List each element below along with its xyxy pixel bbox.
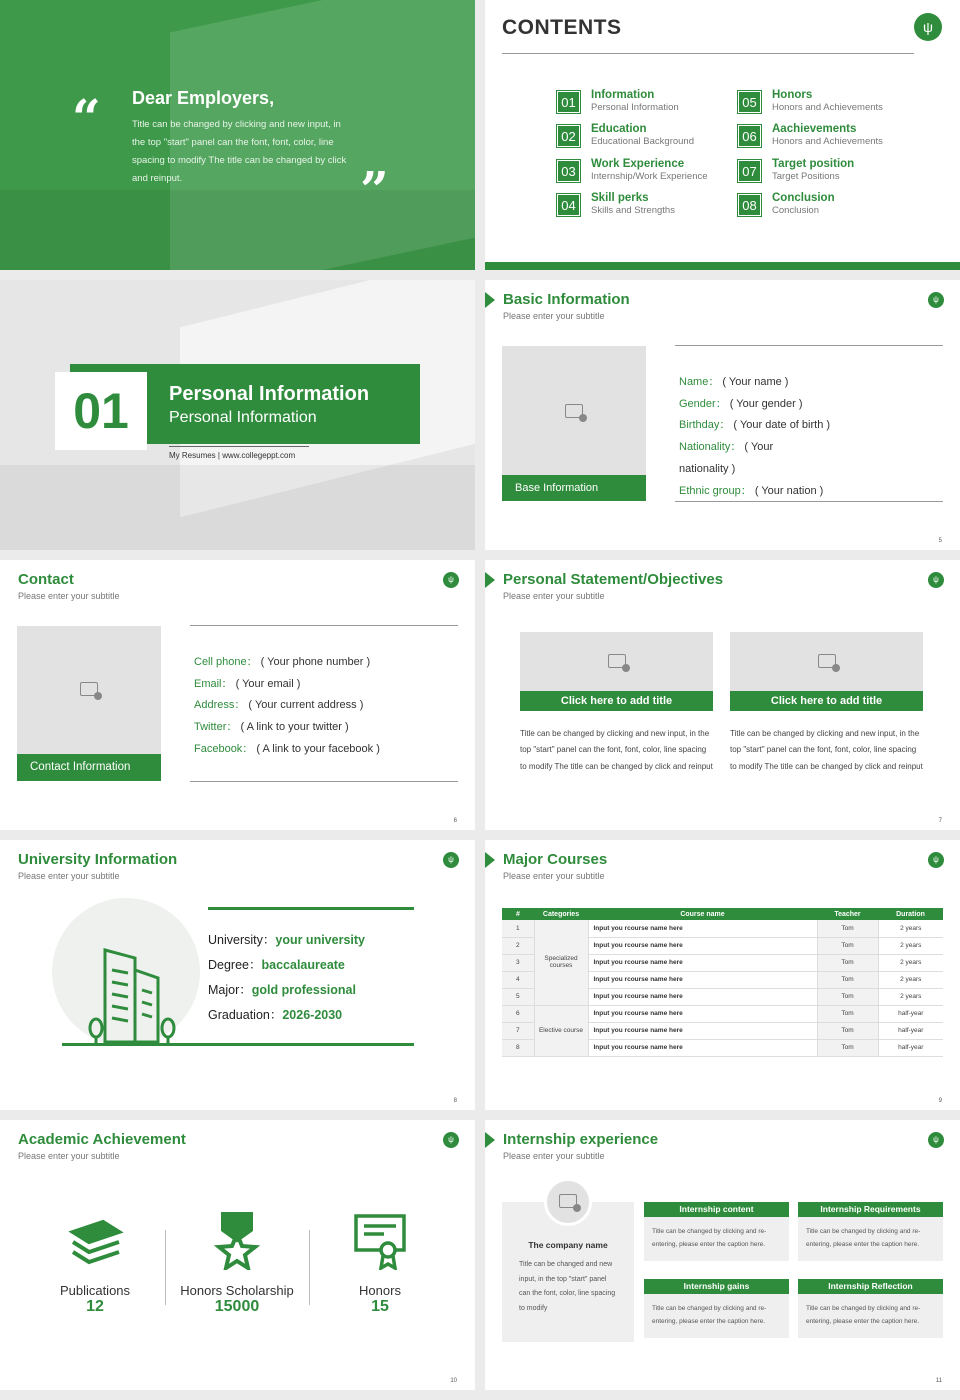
ground-backdrop xyxy=(0,190,475,270)
section-subtitle: Personal Information xyxy=(169,409,317,426)
contents-divider xyxy=(502,53,914,54)
info-value[interactable]: ( Your xyxy=(744,441,774,454)
internship-box xyxy=(798,1202,943,1261)
internship-box xyxy=(798,1279,943,1338)
slide-section-01 xyxy=(0,280,475,550)
company-name: The company name xyxy=(528,1240,608,1250)
open-quote-icon: “ xyxy=(72,88,101,147)
slide-cover-letter xyxy=(0,0,475,270)
site-credit: My Resumes | www.collegeppt.com xyxy=(169,451,296,460)
slide-title: Internship experience xyxy=(503,1131,659,1148)
info-value[interactable]: ( A link to your twitter ) xyxy=(240,721,349,734)
info-row xyxy=(679,437,939,459)
page-number: 6 xyxy=(453,818,457,824)
info-value[interactable]: ( Your nation ) xyxy=(754,484,824,497)
teacher: Tom xyxy=(817,971,878,988)
contents-item-title: Skill perks xyxy=(591,192,649,204)
title-marker xyxy=(485,852,495,868)
info-value[interactable]: nationality ) xyxy=(679,462,736,475)
info-key: Name： xyxy=(679,376,720,388)
contents-item-number: 07 xyxy=(738,160,761,182)
info-key: Twitter： xyxy=(194,721,238,734)
info-row xyxy=(194,695,458,717)
logo-icon: ψ xyxy=(443,1132,459,1148)
category-cell: Elective course xyxy=(534,1005,588,1056)
info-value[interactable]: gold professional xyxy=(251,983,356,997)
photo-caption: Base Information xyxy=(502,475,646,501)
info-value[interactable]: ( Your current address ) xyxy=(248,699,364,712)
logo-icon: ψ xyxy=(443,572,459,588)
section-title: Personal Information xyxy=(169,383,370,405)
slide-academic-achievement xyxy=(0,1120,475,1390)
info-key: University： xyxy=(208,933,276,947)
achievement-value: 12 xyxy=(86,1298,104,1315)
card-title-button[interactable]: Click here to add title xyxy=(520,691,713,711)
achievement-label: Publications xyxy=(59,1283,131,1298)
box-body: Title can be changed by clicking and re-entering, please enter the caption here. xyxy=(644,1294,789,1338)
base-rule xyxy=(62,1043,414,1046)
info-row xyxy=(194,674,458,696)
row-number: 2 xyxy=(502,937,534,954)
contents-item-subtitle: Target Positions xyxy=(772,171,840,182)
info-key: Nationality： xyxy=(679,441,742,454)
table-row xyxy=(502,1005,943,1022)
slide-subtitle: Please enter your subtitle xyxy=(503,591,605,601)
title-marker xyxy=(485,1132,495,1148)
duration: half-year xyxy=(878,1022,943,1039)
box-body: Title can be changed by clicking and re-entering, please enter the caption here. xyxy=(798,1294,943,1338)
achievement-label: Honors xyxy=(359,1283,401,1298)
slide-title: Contact xyxy=(18,571,74,588)
info-value[interactable]: 2026-2030 xyxy=(282,1008,343,1022)
contents-bottom-bar xyxy=(485,262,960,270)
course-name[interactable]: Input you rcourse name here xyxy=(588,1039,817,1056)
slide-internship xyxy=(485,1120,960,1390)
teacher: Tom xyxy=(817,1005,878,1022)
title-marker xyxy=(485,572,495,588)
duration: 2 years xyxy=(878,920,943,937)
info-key: Degree： xyxy=(208,958,262,972)
row-number: 5 xyxy=(502,988,534,1005)
section-number: 01 xyxy=(55,372,147,450)
info-value[interactable]: ( Your name ) xyxy=(722,376,789,388)
contents-item-number: 03 xyxy=(557,160,580,182)
box-header: Internship gains xyxy=(644,1279,789,1294)
info-value[interactable]: ( Your email ) xyxy=(235,677,301,690)
page-number: 11 xyxy=(935,1378,942,1384)
company-body: Title can be changed and new input, in the top "start" panel can the font, color, line spacing to modify xyxy=(519,1261,616,1312)
contents-item-title: Information xyxy=(591,89,655,101)
course-name[interactable]: Input you rcourse name here xyxy=(588,920,817,937)
photo-placeholder[interactable] xyxy=(730,632,923,692)
box-body: Title can be changed by clicking and re-entering, please enter the caption here. xyxy=(798,1217,943,1261)
teacher: Tom xyxy=(817,988,878,1005)
info-value[interactable]: ( Your phone number ) xyxy=(260,656,371,668)
certificate-icon xyxy=(350,1210,410,1270)
info-key: Major： xyxy=(208,983,252,997)
box-header: Internship Requirements xyxy=(798,1202,943,1217)
contents-item-title: Education xyxy=(591,123,647,135)
info-key: Gender： xyxy=(679,397,727,410)
course-name[interactable]: Input you rcourse name here xyxy=(588,1022,817,1039)
slide-major-courses xyxy=(485,840,960,1110)
info-row xyxy=(208,953,458,978)
contents-item-subtitle: Skills and Strengths xyxy=(591,205,675,216)
category-cell: Specialized courses xyxy=(534,920,588,1005)
info-key: Address： xyxy=(194,699,246,712)
contents-item-number: 05 xyxy=(738,91,761,113)
row-number: 8 xyxy=(502,1039,534,1056)
info-row xyxy=(679,415,939,437)
contents-title: CONTENTS xyxy=(502,16,622,39)
teacher: Tom xyxy=(817,937,878,954)
image-icon xyxy=(565,404,583,418)
info-top-rule xyxy=(675,345,943,346)
contents-item-subtitle: Honors and Achievements xyxy=(772,102,883,113)
slide-subtitle: Please enter your subtitle xyxy=(18,1151,120,1161)
box-header: Internship content xyxy=(644,1202,789,1217)
teacher: Tom xyxy=(817,1039,878,1056)
info-value[interactable]: ( Your date of birth ) xyxy=(733,419,831,432)
slide-contents xyxy=(485,0,960,270)
top-rule xyxy=(208,907,414,910)
contents-item-number: 01 xyxy=(557,91,580,113)
info-row xyxy=(679,481,939,503)
close-quote-icon: ” xyxy=(360,160,389,219)
achievement-value: 15 xyxy=(371,1298,389,1315)
greeting: Dear Employers, xyxy=(132,88,275,108)
site-divider xyxy=(169,446,309,447)
duration: 2 years xyxy=(878,988,943,1005)
course-name[interactable]: Input you rcourse name here xyxy=(588,954,817,971)
info-row xyxy=(208,978,458,1003)
slide-university xyxy=(0,840,475,1110)
info-row xyxy=(194,739,458,761)
slide-subtitle: Please enter your subtitle xyxy=(503,1151,605,1161)
duration: 2 years xyxy=(878,954,943,971)
info-bottom-rule xyxy=(675,501,943,502)
info-row xyxy=(679,372,939,394)
contents-item-number: 04 xyxy=(557,194,580,216)
image-icon xyxy=(559,1194,577,1208)
course-name[interactable]: Input you rcourse name here xyxy=(588,937,817,954)
info-key: Ethnic group： xyxy=(679,484,752,497)
table-header-row xyxy=(502,908,943,920)
page-number: 5 xyxy=(938,538,942,544)
slide-personal-statement xyxy=(485,560,960,830)
contents-item-title: Conclusion xyxy=(772,192,835,204)
teacher: Tom xyxy=(817,920,878,937)
logo-icon: ψ xyxy=(914,13,942,41)
page-number: 9 xyxy=(938,1098,942,1104)
card-body: Title can be changed by clicking and new input, in the top "start" panel can the font, font, color, line spacing to modify The title can be changed by click and reinput xyxy=(520,729,713,771)
info-key: Email： xyxy=(194,677,233,690)
info-row xyxy=(679,459,939,481)
card-body: Title can be changed by clicking and new input, in the top "start" panel can the font, font, color, line spacing to modify The title can be changed by click and reinput xyxy=(730,729,923,771)
course-name[interactable]: Input you rcourse name here xyxy=(588,988,817,1005)
slide-subtitle: Please enter your subtitle xyxy=(18,591,120,601)
contents-item-title: Work Experience xyxy=(591,158,685,170)
duration: half-year xyxy=(878,1005,943,1022)
contents-item-number: 08 xyxy=(738,194,761,216)
slide-subtitle: Please enter your subtitle xyxy=(503,871,605,881)
info-key: Facebook： xyxy=(194,742,254,755)
cover-body: Title can be changed by clicking and new input, in the top "start" panel can the font, font, color, line spacing to modify The title can be changed by click and reinput. xyxy=(132,119,347,184)
image-icon xyxy=(608,654,626,668)
books-icon xyxy=(65,1210,125,1270)
info-row xyxy=(679,394,939,416)
col-header: Categories xyxy=(534,908,588,920)
info-key: Graduation： xyxy=(208,1008,283,1022)
slide-contact xyxy=(0,560,475,830)
col-header: Teacher xyxy=(817,908,878,920)
box-header: Internship Reflection xyxy=(798,1279,943,1294)
achievement-honors xyxy=(310,1210,450,1316)
contents-item-title: Honors xyxy=(772,89,813,101)
medal-icon xyxy=(207,1210,267,1270)
achievement-scholarship xyxy=(167,1210,307,1316)
course-name[interactable]: Input you rcourse name here xyxy=(588,971,817,988)
duration: 2 years xyxy=(878,971,943,988)
contents-item-subtitle: Educational Background xyxy=(591,136,694,147)
page-number: 7 xyxy=(938,818,942,824)
ground-backdrop xyxy=(0,465,475,550)
info-value[interactable]: ( Your gender ) xyxy=(729,397,803,410)
info-row xyxy=(194,652,458,674)
info-value[interactable]: ( A link to your facebook ) xyxy=(256,742,380,755)
image-icon xyxy=(80,682,98,696)
teacher: Tom xyxy=(817,954,878,971)
divider xyxy=(165,1230,166,1305)
row-number: 1 xyxy=(502,920,534,937)
slide-title: University Information xyxy=(18,851,178,868)
achievement-publications xyxy=(25,1210,165,1316)
teacher: Tom xyxy=(817,1022,878,1039)
university-info-list xyxy=(208,928,458,1028)
logo-icon: ψ xyxy=(443,852,459,868)
col-header: Duration xyxy=(878,908,943,920)
row-number: 7 xyxy=(502,1022,534,1039)
title-marker xyxy=(485,292,495,308)
contents-item-subtitle: Internship/Work Experience xyxy=(591,171,708,182)
box-body: Title can be changed by clicking and re-entering, please enter the caption here. xyxy=(644,1217,789,1261)
duration: 2 years xyxy=(878,937,943,954)
slide-title: Academic Achievement xyxy=(18,1131,186,1148)
course-name[interactable]: Input you rcourse name here xyxy=(588,1005,817,1022)
slide-basic-information xyxy=(485,280,960,550)
basic-info-list xyxy=(679,372,939,502)
info-value[interactable]: baccalaureate xyxy=(261,958,345,972)
logo-icon: ψ xyxy=(928,572,944,588)
slide-title: Major Courses xyxy=(503,851,608,868)
contact-info-list xyxy=(194,652,458,761)
info-key: Cell phone： xyxy=(194,656,258,668)
page-number: 8 xyxy=(453,1098,457,1104)
achievement-label: Honors Scholarship xyxy=(180,1283,294,1298)
contents-item-subtitle: Conclusion xyxy=(772,205,819,216)
contents-item-title: Aachievements xyxy=(772,123,857,135)
courses-table xyxy=(502,908,943,1057)
building-icon xyxy=(60,940,190,1050)
row-number: 3 xyxy=(502,954,534,971)
row-number: 6 xyxy=(502,1005,534,1022)
col-header: # xyxy=(502,908,534,920)
slide-subtitle: Please enter your subtitle xyxy=(18,871,120,881)
info-bottom-rule xyxy=(190,781,458,782)
contents-item-number: 02 xyxy=(557,125,580,147)
slide-title: Basic Information xyxy=(503,291,630,308)
logo-icon: ψ xyxy=(928,1132,944,1148)
logo-icon: ψ xyxy=(928,292,944,308)
contents-item-number: 06 xyxy=(738,125,761,147)
logo-icon: ψ xyxy=(928,852,944,868)
company-logo-placeholder[interactable] xyxy=(544,1178,592,1226)
slide-title: Personal Statement/Objectives xyxy=(503,571,724,588)
row-number: 4 xyxy=(502,971,534,988)
duration: half-year xyxy=(878,1039,943,1056)
info-value[interactable]: your university xyxy=(275,933,365,947)
slide-subtitle: Please enter your subtitle xyxy=(503,311,605,321)
info-top-rule xyxy=(190,625,458,626)
info-row xyxy=(208,1003,458,1028)
info-row xyxy=(208,928,458,953)
contents-item-title: Target position xyxy=(772,158,855,170)
col-header: Course name xyxy=(588,908,817,920)
image-icon xyxy=(818,654,836,668)
info-key: Birthday： xyxy=(679,419,731,432)
page-number: 10 xyxy=(450,1378,457,1384)
contents-item-subtitle: Personal Information xyxy=(591,102,679,113)
photo-placeholder[interactable] xyxy=(520,632,713,692)
contents-item-subtitle: Honors and Achievements xyxy=(772,136,883,147)
photo-caption: Contact Information xyxy=(17,754,161,781)
card-title-button[interactable]: Click here to add title xyxy=(730,691,923,711)
internship-box xyxy=(644,1202,789,1261)
info-row xyxy=(194,717,458,739)
table-row xyxy=(502,920,943,937)
internship-box xyxy=(644,1279,789,1338)
achievement-value: 15000 xyxy=(214,1298,260,1315)
